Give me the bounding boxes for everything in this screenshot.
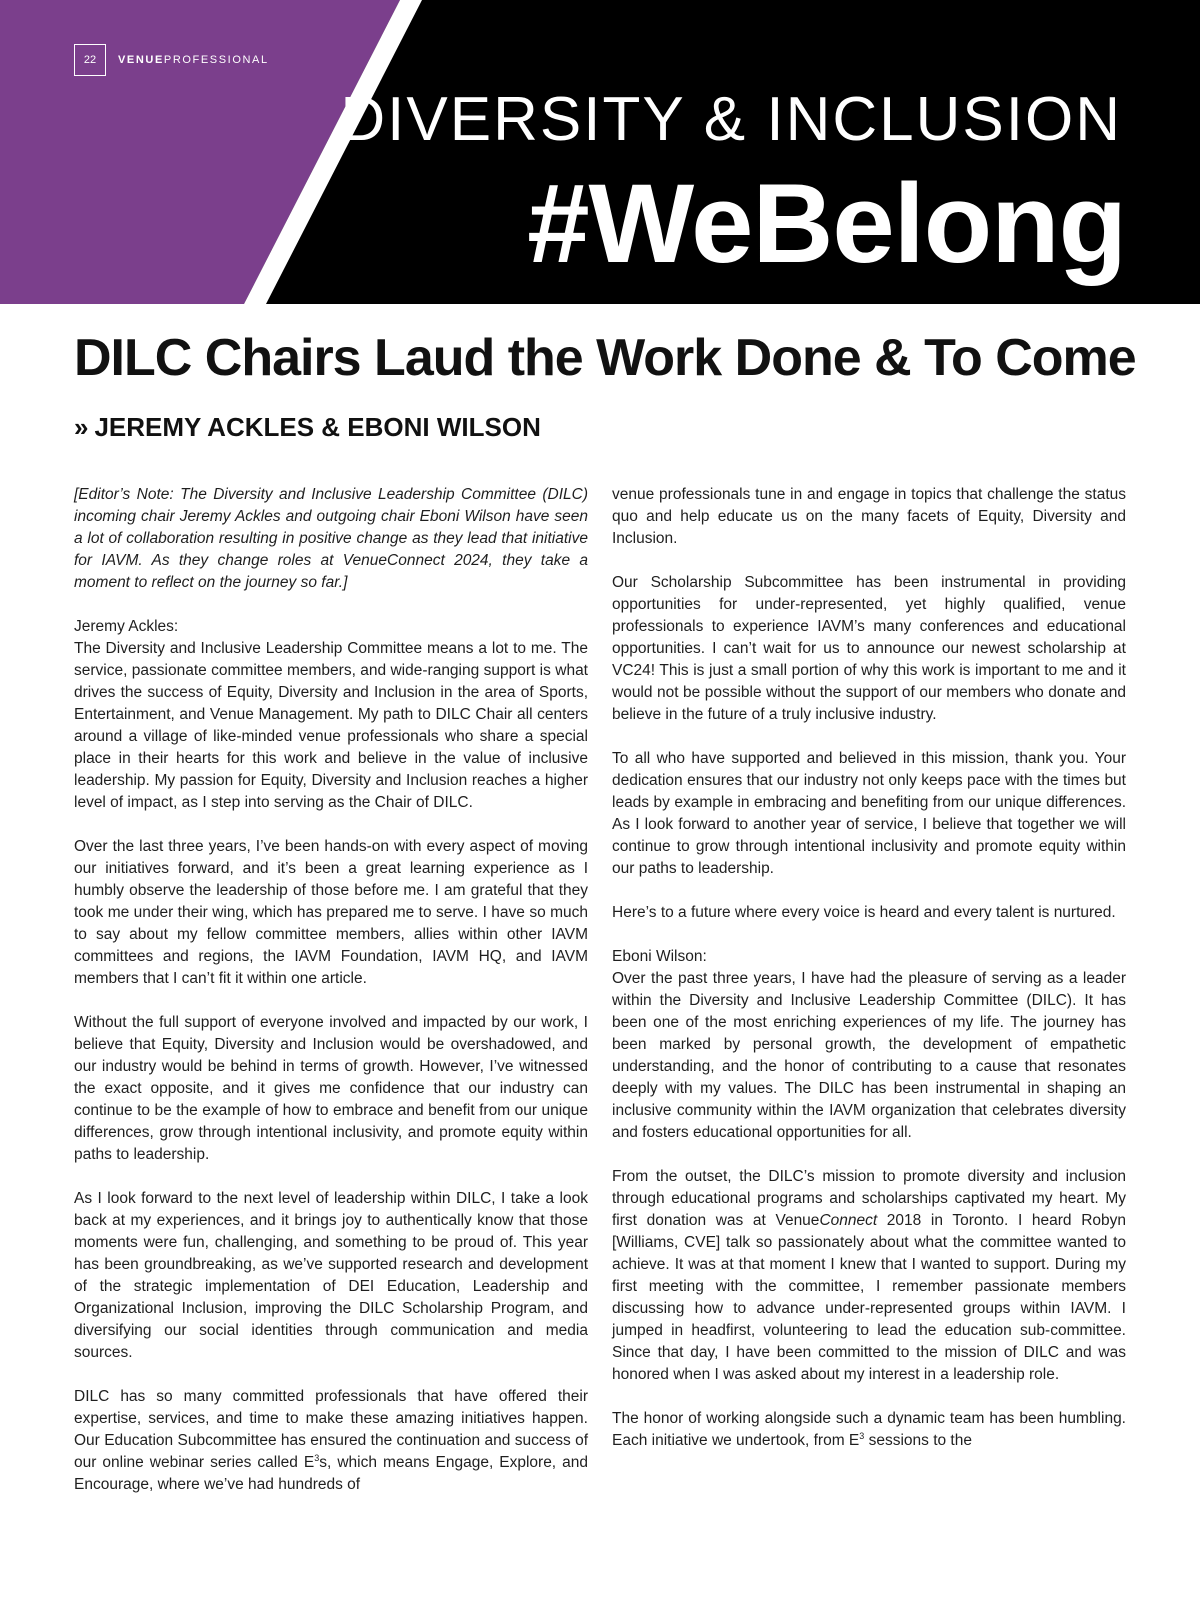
paragraph-text: DILC has so many committed professionals that have offered their expertise, services, and time to make these amazing initiatives happen. Our Education Subcommittee has ensured the continuation and success of our online webinar series called E: [74, 1388, 588, 1471]
italic-text: Connect: [819, 1212, 878, 1229]
speaker-label-jeremy: Jeremy Ackles:: [74, 618, 179, 635]
paragraph: Here’s to a future where every voice is heard and every talent is nurtured.: [612, 904, 1116, 921]
section-title: DIVERSITY & INCLUSION: [340, 85, 1122, 154]
column-right: [612, 484, 1126, 1474]
column-left: [74, 484, 588, 1518]
paragraph: Over the past three years, I have had the pleasure of serving as a leader within the Diversity and Inclusive Leadership Committee (DILC). It has been one of the most enriching experiences of my life. The journey has been marked by personal growth, the development of empathetic understanding, and the honor of contributing to a cause that resonates deeply with my values. The DILC has been instrumental in shaping an inclusive community within the IAVM organization that celebrates diversity and fosters educational opportunities for all.: [612, 970, 1126, 1141]
paragraph: Our Scholarship Subcommittee has been instrumental in providing opportunities for under-represented, yet highly qualified, venue professionals to experience IAVM’s many conferences and educational opportunities. I can’t wait for us to announce our newest scholarship at VC24! This is just a small portion of why this work is important to me and it would not be possible without the support of our members who donate and believe in the future of a truly inclusive industry.: [612, 574, 1126, 723]
paragraph-text: The honor of working alongside such a dynamic team has been humbling. Each initiative we undertook, from E: [612, 1410, 1126, 1449]
byline-chevron-icon: »: [74, 412, 89, 442]
article-headline: DILC Chairs Laud the Work Done & To Come: [74, 329, 1136, 387]
paragraph: [74, 1386, 588, 1496]
editor-note: [Editor’s Note: The Diversity and Inclusive Leadership Committee (DILC) incoming chair Jeremy Ackles and outgoing chair Eboni Wilson have seen a lot of collaboration resulting in positive change as they lead that initiative for IAVM. As they change roles at VenueConnect 2024, they take a moment to reflect on the journey so far.]: [74, 486, 588, 591]
byline-authors: JEREMY ACKLES & EBONI WILSON: [94, 412, 541, 442]
paragraph-text: 2018 in Toronto. I heard Robyn [Williams, CVE] talk so passionately about what the committee wanted to achieve. It was at that moment I knew that I wanted to support. During my first meeting with the committee, I remember passionate members discussing how to advance under-represented groups within IAVM. I jumped in headfirst, volunteering to lead the education sub-committee. Since that day, I have been committed to the mission of DILC and was honored when I was asked about my interest in a leadership role.: [612, 1212, 1126, 1383]
paragraph: [612, 1166, 1126, 1386]
superscript: 3: [314, 1452, 320, 1463]
header-banner: [0, 0, 1200, 304]
page-number: 22: [74, 44, 106, 76]
hashtag-title: #WeBelong: [527, 161, 1126, 286]
paragraph: Without the full support of everyone involved and impacted by our work, I believe that Equity, Diversity and Inclusion would be overshadowed, and our industry would be behind in terms of growth. However, I’ve witnessed the exact opposite, and it gives me confidence that our industry can continue to be the example of how to embrace and benefit from our unique differences, grow through intentional inclusivity, and promote equity within paths to leadership.: [74, 1014, 588, 1163]
paragraph: As I look forward to the next level of leadership within DILC, I take a look back at my experiences, and it brings joy to authentically know that those moments were fun, challenging, and something to be proud of. This year has been groundbreaking, as we’ve supported research and development of the strategic implementation of DEI Education, Leadership and Organizational Inclusion, improving the DILC Scholarship Program, and diversifying our social identities through communication and media sources.: [74, 1190, 588, 1361]
masthead-bold: VENUE: [118, 54, 164, 66]
paragraph-text: sessions to the: [864, 1432, 972, 1449]
paragraph: [612, 1408, 1126, 1452]
masthead-regular: PROFESSIONAL: [163, 54, 269, 66]
superscript: 3: [859, 1430, 865, 1441]
paragraph-text: From the outset, the DILC’s mission to promote diversity and inclusion through educational programs and scholarships captivated my heart. My first donation was at Venue: [612, 1168, 1126, 1229]
paragraph: venue professionals tune in and engage in topics that challenge the status quo and help educate us on the many facets of Equity, Diversity and Inclusion.: [612, 486, 1126, 547]
paragraph: To all who have supported and believed in this mission, thank you. Your dedication ensures that our industry not only keeps pace with the times but leads by example in embracing and benefiting from our unique differences. As I look forward to another year of service, I believe that together we will continue to grow through intentional inclusivity and promote equity within our paths to leadership.: [612, 750, 1126, 877]
magazine-masthead: [118, 54, 269, 66]
paragraph: The Diversity and Inclusive Leadership Committee means a lot to me. The service, passionate committee members, and wide-ranging support is what drives the success of Equity, Diversity and Inclusion in the area of Sports, Entertainment, and Venue Management. My path to DILC Chair all centers around a village of like-minded venue professionals who share a special place in their hearts for this work and believe in the value of inclusive leadership. My passion for Equity, Diversity and Inclusion reaches a higher level of impact, as I step into serving as the Chair of DILC.: [74, 640, 588, 811]
paragraph: Over the last three years, I’ve been hands-on with every aspect of moving our initiatives forward, and it’s been a great learning experience as I humbly observe the leadership of those before me. I am grateful that they took me under their wing, which has prepared me to serve. I have so much to say about my fellow committee members, allies within other IAVM committees and regions, the IAVM Foundation, IAVM HQ, and IAVM members that I can’t fit it within one article.: [74, 838, 588, 987]
speaker-label-eboni: Eboni Wilson:: [612, 948, 707, 965]
paragraph-text: s, which means Engage, Explore, and Encourage, where we’ve had hundreds of: [74, 1454, 588, 1493]
article-byline: [74, 412, 541, 443]
